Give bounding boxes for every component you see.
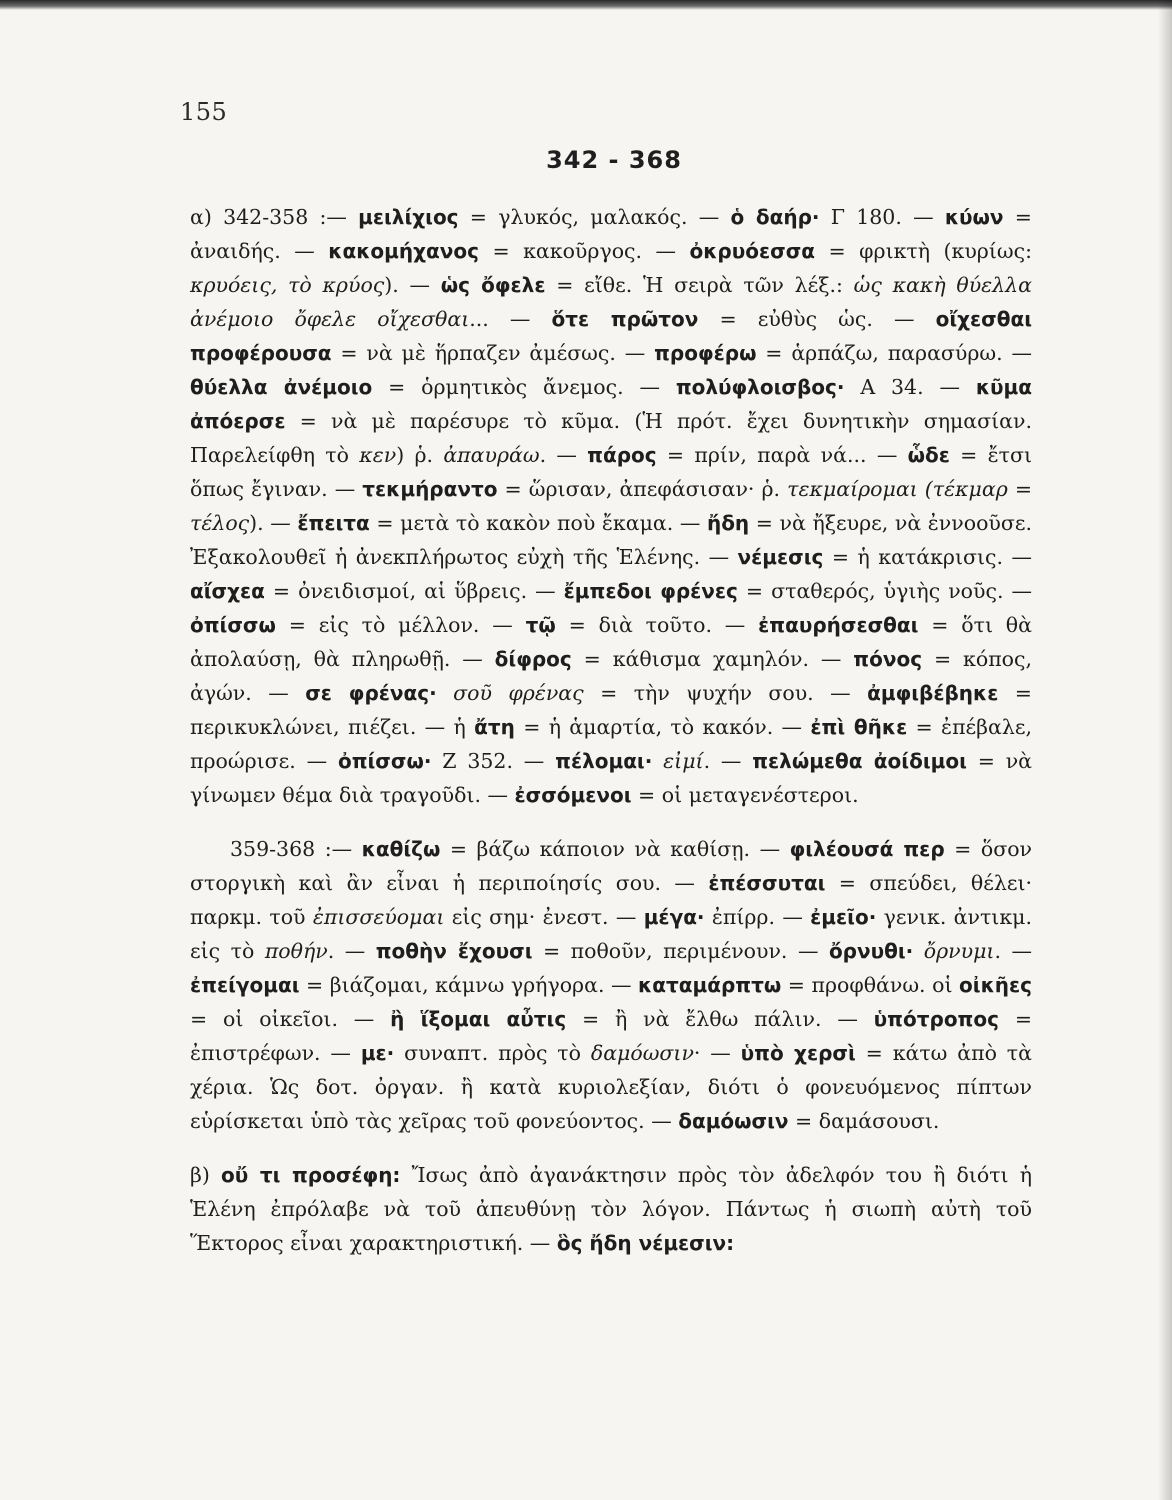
lemma-term: πόνος [853,647,923,671]
lemma-term: προφέρω [654,341,757,365]
gloss-text: = ὅσον στοργικὴ καὶ ἂν εἶναι ἡ περιποίησίς σου. — [190,837,1032,895]
lemma-term: ἐσσόμενοι [514,783,632,807]
gloss-text: = ποθοῦν, περιμένουν. — [532,939,829,963]
gloss-text: = σπεύδει, θέλει· παρκμ. τοῦ [190,871,1033,929]
lemma-term: ὑπὸ χερσὶ [740,1041,856,1065]
lemma-term: πέλομαι· [555,749,653,773]
lemma-term: ἢ ἵξομαι αὖτις [390,1007,567,1031]
gloss-text: = ἢ νὰ ἔλθω πάλιν. — [566,1007,874,1031]
lemma-term: ποθὴν ἔχουσι [375,939,533,963]
italic-text: ὡς κακὴ θύελλα ἀνέμοιο ὄφελε οἴχεσθαι [190,273,1032,331]
gloss-text: = οἱ οἰκεῖοι. — [190,1007,391,1031]
lemma-term: δίφρος [494,647,572,671]
gloss-text: Ζ 352. — [431,749,556,773]
gloss-text: ... — [469,307,552,331]
lemma-term: ὑπότροπος [873,1007,999,1031]
gloss-text: = νὰ γίνωμεν θέμα διὰ τραγοῦδι. — [190,749,1032,807]
gloss-text: = πρίν, παρὰ νά... — [656,443,908,467]
lemma-term: τεκμήραντο [362,477,498,501]
lemma-term: ἐπὶ θῆκε [810,715,908,739]
lemma-term: ὧδε [907,443,950,467]
italic-text: ἀπαυράω [443,443,540,467]
gloss-text: = ὀνειδισμοί, αἱ ὕβρεις. — [264,579,564,603]
gloss-text: = ἁρπάζω, παρασύρω. — [756,341,1033,365]
lemma-term: φιλέουσά περ [789,837,945,861]
gloss-text: = τὴν ψυχήν σου. — [583,681,868,705]
lemma-term: ἤδη [706,511,750,535]
lemma-term: σε φρένας· [305,681,437,705]
gloss-text: = εἴθε. Ἡ σειρὰ τῶν λέξ.: [545,273,854,297]
gloss-text: = διὰ τοῦτο. — [555,613,759,637]
gloss-text: α) 342-358 :— [190,205,359,229]
lemma-term: μειλίχιος [358,205,459,229]
lemma-term: ὀκρυόεσσα [689,239,816,263]
lemma-term: ἔπειτα [297,511,370,535]
lemma-term: ἐπαυρήσεσθαι [758,613,919,637]
lemma-term: ὅτε πρῶτον [551,307,699,331]
gloss-text: = νὰ μὲ παρέσυρε τὸ κῦμα. (Ἡ πρότ. ἔχει δυνητικὴν σημασίαν. Παρελείφθη τὸ [190,409,1032,467]
paragraph-b [190,1158,1032,1260]
gloss-text [652,749,663,773]
gloss-text: = ἡ κατάκρισις. — [823,545,1032,569]
gloss-text: . — [994,939,1032,963]
italic-text: ὄρνυμι [923,939,995,963]
gloss-text: ) ῥ. [396,443,444,467]
gloss-text: = κάθισμα χαμηλόν. — [571,647,854,671]
italic-text: κρυόεις, τὸ κρύος [190,273,385,297]
gloss-text: = ἐπέβαλε, προώρισε. — [190,715,1032,773]
gloss-text: 359-368 :— [230,837,362,861]
gloss-text: = κακοῦργος. — [478,239,690,263]
lemma-term: ἀμφιβέβηκε [867,681,999,705]
italic-text: ἐπισσεύομαι [312,905,445,929]
gloss-text: ἐπίρρ. — [704,905,811,929]
section-heading-text: 342 - 368 [546,146,682,174]
gloss-text [437,681,453,705]
gloss-text: = νὰ μὲ ἥρπαζεν ἀμέσως. — [331,341,655,365]
gloss-text: = ἐπιστρέφων. — [190,1007,1032,1065]
gloss-text: . — [703,749,753,773]
scan-right-shadow [1158,0,1172,1500]
italic-text: τεκμαίρομαι (τέκμαρ [787,477,1008,501]
italic-text: εἰμί [663,749,704,773]
gloss-text: = ὁρμητικὸς ἄνεμος. — [372,375,676,399]
gloss-text: γενικ. ἀντικμ. εἰς τὸ [190,905,1032,963]
lemma-term: δαμόωσιν [678,1109,789,1133]
lemma-term: ἐπέσσυται [708,871,826,895]
gloss-text: = [1007,477,1033,501]
italic-text: τέλος [190,511,250,535]
gloss-text: = ἡ ἁμαρτία, τὸ κακόν. — [514,715,811,739]
lemma-term: θύελλα ἀνέμοιο [190,375,373,399]
gloss-text: = ἀναιδής. — [190,205,1032,263]
gloss-text: Γ 180. — [819,205,945,229]
paragraph-a [190,200,1032,812]
lemma-term: πελώμεθα ἀοίδιμοι [752,749,967,773]
gloss-text: συναπτ. πρὸς τὸ [394,1041,591,1065]
italic-text: σοῦ φρένας [453,681,584,705]
gloss-text: = νὰ ἤξευρε, νὰ ἐννοοῦσε. Ἐξακολουθεῖ ἡ ἀνεκπλήρωτος εὐχὴ τῆς Ἑλένης. — [190,511,1032,569]
lemma-term: ὀπίσσω [190,613,276,637]
gloss-text: = δαμάσουσι. [788,1109,940,1133]
gloss-text: = βάζω κάποιον νὰ καθίσῃ. — [440,837,790,861]
lemma-term: οὔ τι προσέφη: [221,1163,401,1187]
gloss-text: = σταθερός, ὑγιὴς νοῦς. — [737,579,1032,603]
lemma-term: καθίζω [361,837,441,861]
lemma-term: ὡς ὄφελε [440,273,546,297]
gloss-text: = περικυκλώνει, πιέζει. — ἡ [190,681,1032,739]
lemma-term: νέμεσις [737,545,824,569]
commentary-body [190,200,1032,1260]
lemma-term: ὃς ἤδη νέμεσιν: [556,1231,735,1255]
page-number: 155 [180,98,228,126]
lemma-term: κύων [944,205,1004,229]
italic-text: κεν [359,443,397,467]
gloss-text: = οἱ μεταγενέστεροι. [631,783,859,807]
lemma-term: καταμάρπτω [638,973,782,997]
lemma-term: πάρος [587,443,657,467]
italic-text: δαμόωσιν [590,1041,694,1065]
lemma-term: ἔμπεδοι φρένες [563,579,738,603]
gloss-text: = προφθάνω. οἱ [781,973,960,997]
gloss-text: Ἴσως ἀπὸ ἀγανάκτησιν πρὸς τὸν ἀδελφόν του ἢ διότι ἡ Ἑλένη ἐπρόλαβε νὰ τοῦ ἀπευθύνῃ τὸν λόγον. Πάντως ἡ σιωπὴ αὐτὴ τοῦ Ἕκτορος εἶναι χαρακτηριστική. — [190,1163,1032,1255]
gloss-text: = γλυκός, μαλακός. — [458,205,731,229]
gloss-text: Α 34. — [844,375,976,399]
scan-top-edge [0,0,1172,10]
gloss-text: . — [327,939,376,963]
lemma-term: τῷ [525,613,556,637]
lemma-term: με· [360,1041,395,1065]
lemma-term: μέγα· [643,905,705,929]
lemma-term: οἰκῆες [959,973,1032,997]
gloss-text: = βιάζομαι, κάμνω γρήγορα. — [299,973,639,997]
lemma-term: ἄτη [474,715,515,739]
lemma-term: ἐμεῖο· [810,905,877,929]
gloss-text: ). — [384,273,441,297]
lemma-term: ὀπίσσω· [337,749,432,773]
gloss-text: = φρικτὴ (κυρίως: [815,239,1032,263]
lemma-term: πολύφλοισβος· [675,375,845,399]
gloss-text: = ἔτσι ὅπως ἔγιναν. — [190,443,1032,501]
gloss-text [913,939,924,963]
gloss-text: . — [539,443,588,467]
gloss-text: = μετὰ τὸ κακὸν ποὺ ἔκαμα. — [369,511,707,535]
gloss-text: = κόπος, ἀγών. — [190,647,1033,705]
gloss-text: = ὥρισαν, ἀπεφάσισαν· ῥ. [497,477,788,501]
lemma-term: κακομήχανος [328,239,479,263]
gloss-text: εἰς σημ· ἐνεστ. — [444,905,644,929]
gloss-text: = κάτω ἀπὸ τὰ χέρια. Ὡς δοτ. ὀργαν. ἢ κατὰ κυριολεξίαν, διότι ὁ φονευόμενος πίπτων εὑρίσκεται ὑπὸ τὰς χεῖρας τοῦ φονεύοντος. — [190,1041,1032,1133]
lemma-term: ἐπείγομαι [190,973,300,997]
gloss-text: · — [693,1041,741,1065]
gloss-text: β) [190,1163,221,1187]
paragraph-359-368 [190,832,1032,1138]
gloss-text: = ὅτι θὰ ἀπολαύσῃ, θὰ πληρωθῇ. — [190,613,1032,671]
lemma-term: αἴσχεα [190,579,265,603]
lemma-term: κῦμα ἀπόερσε [190,375,1032,433]
section-heading [0,146,1172,174]
lemma-term: ὄρνυθι· [828,939,914,963]
gloss-text: ). — [249,511,298,535]
gloss-text: = εὐθὺς ὡς. — [698,307,936,331]
lemma-term: ὁ δαήρ· [730,205,820,229]
gloss-text: = εἰς τὸ μέλλον. — [275,613,526,637]
lemma-term: οἴχεσθαι προφέρουσα [190,307,1032,365]
italic-text: ποθήν [264,939,328,963]
